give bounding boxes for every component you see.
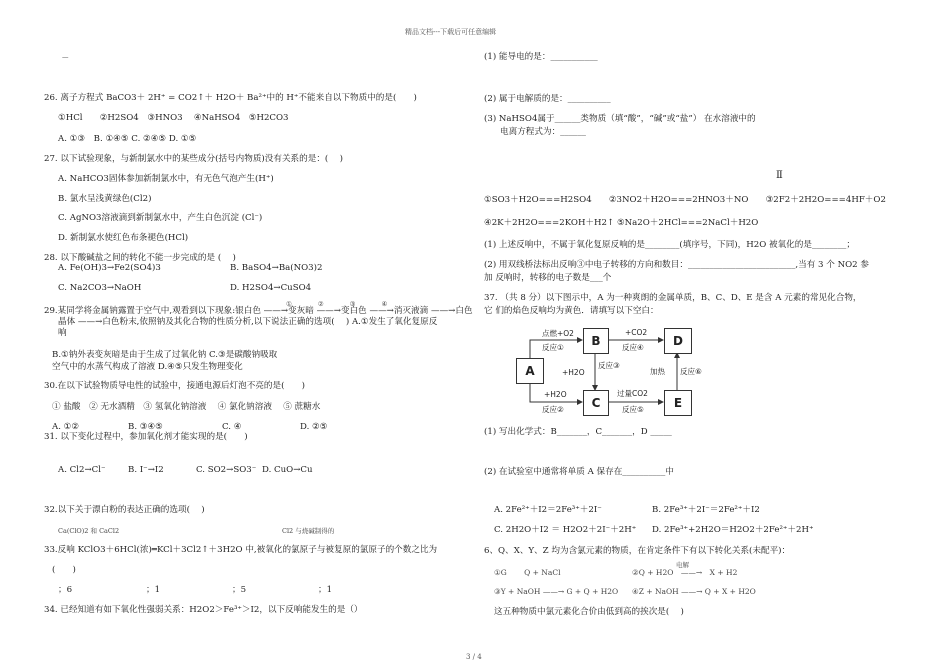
- q33-option-c: ；5: [232, 585, 247, 595]
- diagram-box-a: A: [516, 358, 544, 384]
- q36-part3-line1: (3) NaHSO4属于______类物质（填“酸”，“碱”或“盐”） 在水溶液中的: [484, 114, 756, 124]
- page-number: 3 / 4: [466, 653, 482, 661]
- reaction-question-2b: 加 反响时，转移的电子数是___个: [484, 273, 612, 283]
- q37-part2: (2) 在试验室中通常将单质 A 保存在__________中: [484, 467, 674, 477]
- q26-choices: ①HCl ②H2SO4 ③HNO3 ④NaHSO4 ⑤H2CO3: [58, 113, 289, 123]
- q29-step-numbers: ① ② ③ ④: [286, 300, 388, 308]
- q32-choice-2: Cl2 与烧碱制得的: [282, 527, 335, 535]
- q27-option-a: A. NaHCO3固体参加新制氯水中，有无色气泡产生(H⁺): [58, 174, 274, 184]
- q31-option-c: C. SO2→SO3⁻: [196, 465, 257, 475]
- chlorine-reaction-3: ③Y + NaOH ——→ G + Q + H2O: [494, 587, 619, 596]
- q34-option-b: B. 2Fe³⁺＋2I⁻＝2Fe²⁺＋I2: [652, 505, 760, 515]
- q33-paren: ( ): [52, 565, 76, 575]
- q36-part2: (2) 属于电解质的是：__________: [484, 94, 611, 104]
- label-a-to-b-reaction: 反应①: [542, 343, 564, 352]
- chlorine-reaction-1: ①G Q + NaCl: [494, 568, 561, 577]
- label-c-to-e-condition: 过量CO2: [617, 389, 648, 398]
- q34-stem: 34. 已经知道有如下氧化性强弱关系：H2O2＞Fe³⁺＞I2，以下反响能发生的是（）: [44, 605, 363, 615]
- q30-option-d: D. ②⑤: [300, 422, 328, 432]
- label-a-to-c-condition: +H2O: [544, 390, 567, 399]
- label-e-to-d-reaction: 反应⑥: [680, 367, 702, 376]
- label-b-to-d-condition: +CO2: [625, 328, 648, 337]
- reaction-question-1: (1) 上述反响中，不属于氧化复原反响的是________(填序号，下同)，H2O 被氧化的是________；: [484, 240, 855, 250]
- q30-option-b: B. ③④⑤: [128, 422, 163, 432]
- q37-stem-line1: 37. （共 8 分）以下图示中，A 为一种爽朗的金属单质，B、C、D、E 是含 A 元素的常见化合物，: [484, 293, 862, 303]
- reaction-equations-2: ④2K＋2H2O===2KOH＋H2↑ ⑤Na2O＋2HCl===2NaCl＋H2O: [484, 218, 759, 228]
- chlorine-question-stem: 6、Q、X、Y、Z 均为含氯元素的物质，在肯定条件下有以下转化关系(未配平)：: [484, 546, 791, 556]
- chlorine-question-ask: 这五种物质中氯元素化合价由低到高的挨次是( ): [494, 607, 684, 617]
- page-header: 精品文档---下载后可任意编辑: [405, 28, 497, 36]
- q31-option-b: B. I⁻→I2: [128, 465, 164, 475]
- q26-stem: 26. 离子方程式 BaCO3＋ 2H⁺ = CO2↑＋ H2O＋ Ba²⁺中的 H⁺不能来自以下物质中的是( ): [44, 93, 417, 103]
- reaction-flow-diagram: [500, 320, 730, 420]
- label-b-to-c-reaction: 反应③: [598, 361, 620, 370]
- q36-part1: (1) 能导电的是：___________: [484, 52, 598, 62]
- q32-choice-1: Ca(ClO)2 和 CaCl2: [58, 527, 120, 535]
- q27-option-d: D. 新制氯水使红色布条褪色(HCl): [58, 233, 189, 243]
- q29-line4: B.①钠外表变灰暗是由于生成了过氧化钠 C.③是碳酸钠吸取: [52, 350, 278, 360]
- q28-stem: 28. 以下酸碱盐之间的转化不能一步完成的是 ( ): [44, 253, 236, 263]
- q29-line2: 晶体 ——→白色粉末,依照钠及其化合物的性质分析,以下说法正确的选项( ) A.①发生了氧化复原反: [58, 317, 438, 327]
- q28-option-a: A. Fe(OH)3→Fe2(SO4)3: [58, 263, 161, 273]
- q33-option-a: ；6: [58, 585, 73, 595]
- q30-stem: 30.在以下试验物质导电性的试验中，接通电源后灯泡不亮的是( ): [44, 381, 305, 391]
- q37-part1: (1) 写出化学式：B_______，C_______，D _____: [484, 427, 672, 437]
- chlorine-reaction-2: ②Q + H2O ——→ X + H2: [632, 568, 738, 577]
- q28-option-c: C. Na2CO3→NaOH: [58, 283, 142, 293]
- q34-option-a: A. 2Fe²⁺＋I2＝2Fe³⁺＋2I⁻: [494, 505, 602, 515]
- label-a-to-c-reaction: 反应②: [542, 405, 564, 414]
- reaction-question-2a: (2) 用双线桥法标出反响③中电子转移的方向和数目：_________________________,当有 3 个 NO2 参: [484, 260, 869, 270]
- q28-option-b: B. BaSO4→Ba(NO3)2: [230, 263, 323, 273]
- diagram-box-b: B: [583, 328, 609, 354]
- stray-mark: —: [62, 53, 69, 61]
- q36-part3-line2: 电离方程式为：______: [500, 127, 586, 137]
- q33-option-d: ；1: [318, 585, 333, 595]
- q30-option-a: A. ①②: [52, 422, 80, 432]
- label-c-to-e-reaction: 反应⑤: [622, 405, 644, 414]
- section-roman-numeral: Ⅱ: [776, 170, 783, 181]
- label-b-to-c-condition: +H2O: [562, 368, 585, 377]
- electrolysis-label: 电解: [676, 561, 689, 569]
- chlorine-reaction-4: ④Z + NaOH ——→ Q + X + H2O: [632, 587, 756, 596]
- q31-option-a: A. Cl2→Cl⁻: [58, 465, 106, 475]
- q33-option-b: ；1: [146, 585, 161, 595]
- q30-option-c: C. ④: [222, 422, 242, 432]
- q27-option-c: C. AgNO3溶液滴到新制氯水中，产生白色沉淀 (Cl⁻): [58, 213, 263, 223]
- q28-option-d: D. H2SO4→CuSO4: [230, 283, 312, 293]
- q29-line1: 29.某同学将金属钠露置于空气中,观看到以下现象:银白色 ——→变灰暗 ——→变白色 ——→消灭液滴 ——→白色: [44, 306, 473, 316]
- diagram-box-c: C: [583, 390, 609, 416]
- label-b-to-d-reaction: 反应④: [622, 343, 644, 352]
- diagram-box-e: E: [664, 390, 692, 416]
- q31-option-d: D. CuO→Cu: [262, 465, 313, 475]
- q29-line5: 空气中的水蒸气构成了溶液 D.④⑤只发生物理变化: [52, 362, 243, 372]
- q31-stem: 31. 以下变化过程中，参加氧化剂才能实现的是( ): [44, 432, 248, 442]
- q32-stem: 32.以下关于漂白粉的表达正确的选项( ): [44, 505, 205, 515]
- q34-option-d: D. 2Fe³⁺+2H2O＝H2O2＋2Fe²⁺＋2H⁺: [652, 525, 814, 535]
- label-a-to-b-condition: 点燃+O2: [542, 329, 574, 338]
- q27-option-b: B. 氯水呈浅黄绿色(Cl2): [58, 194, 152, 204]
- q27-stem: 27. 以下试验现象，与新制氯水中的某些成分(括号内物质)没有关系的是：( ): [44, 154, 343, 164]
- q37-stem-line2: 它 们的焰色反响均为黄色．请填写以下空白：: [484, 306, 659, 316]
- label-e-to-d-condition: 加热: [650, 367, 665, 376]
- q26-options: A. ①③ B. ①④⑤ C. ②④⑤ D. ①⑤: [58, 134, 197, 144]
- q33-stem: 33.反响 KClO3＋6HCl(浓)═KCl＋3Cl2↑＋3H2O 中,被氧化的氯原子与被复原的氯原子的个数之比为: [44, 545, 438, 555]
- reaction-equations-1: ①SO3＋H2O===H2SO4 ②3NO2＋H2O===2HNO3＋NO ③2F2＋2H2O===4HF＋O2: [484, 195, 886, 205]
- q34-option-c: C. 2H2O＋I2 ＝ H2O2＋2I⁻＋2H⁺: [494, 525, 637, 535]
- q29-line3: 响: [58, 328, 67, 338]
- diagram-box-d: D: [664, 328, 692, 354]
- q30-choices: ① 盐酸 ② 无水酒精 ③ 氢氧化钠溶液 ④ 氯化钠溶液 ⑤ 蔗糖水: [52, 402, 321, 412]
